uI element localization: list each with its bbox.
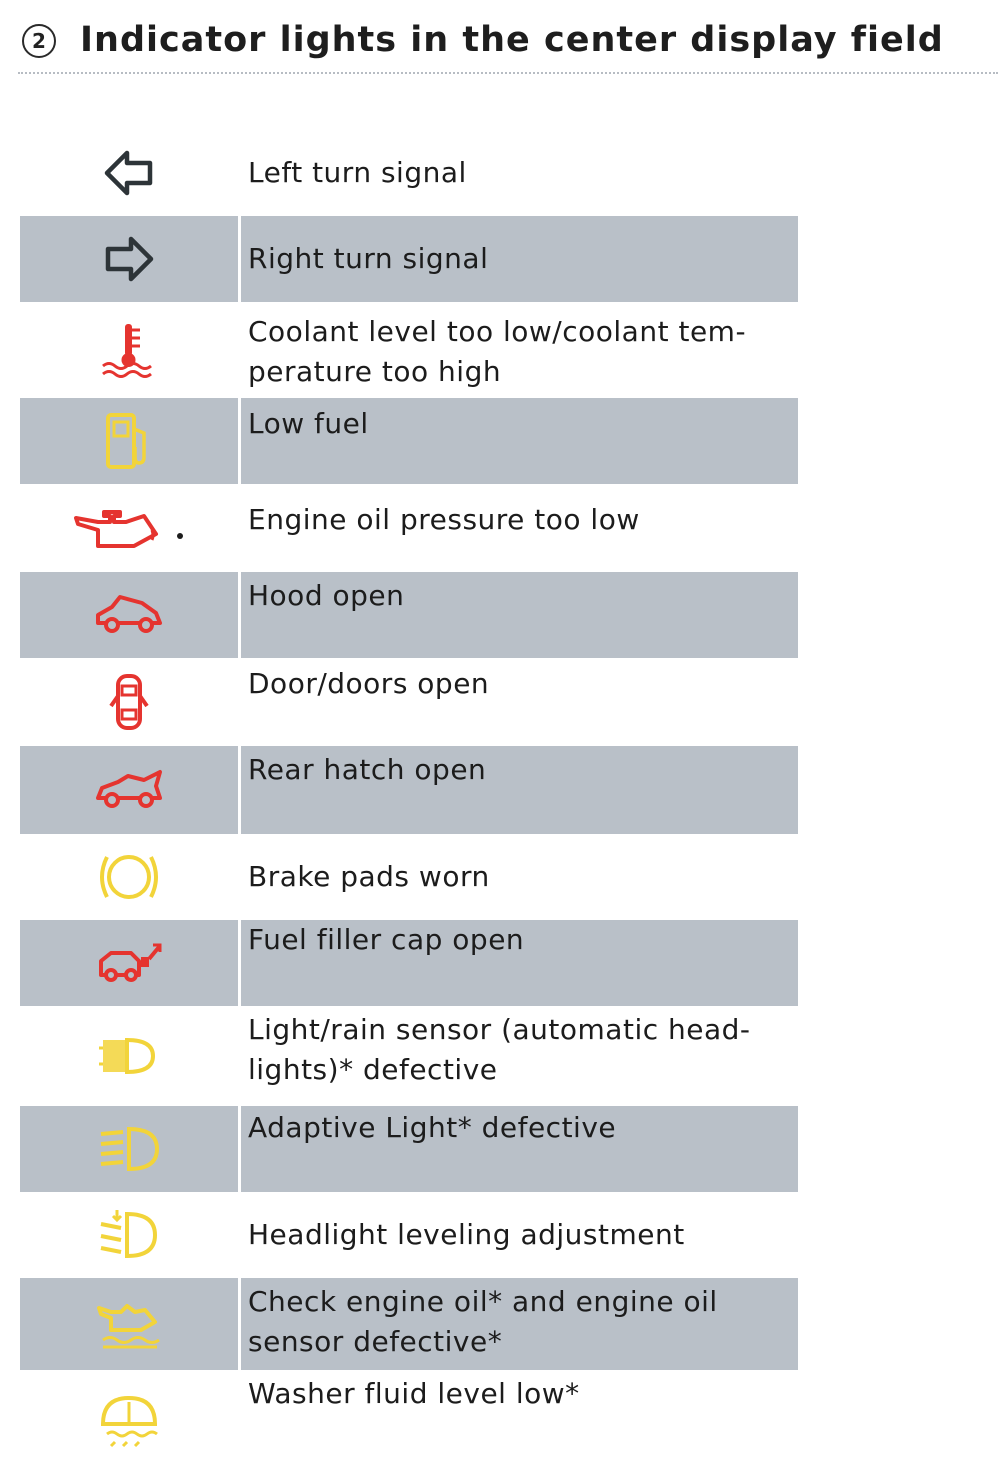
- indicator-label: Headlight leveling adjustment: [248, 1218, 685, 1251]
- indicator-row: [20, 216, 798, 302]
- indicator-label: Left turn signal: [248, 156, 467, 189]
- indicator-row: [20, 1370, 798, 1470]
- brake-pad-icon: [20, 834, 238, 920]
- indicator-row: [20, 398, 798, 484]
- indicator-row: [20, 484, 798, 572]
- indicator-label: Washer fluid level low*: [248, 1377, 580, 1410]
- headlight-leveling-icon: [20, 1192, 238, 1278]
- indicator-label: Coolant level too low/coolant tem-perature too high: [248, 315, 747, 388]
- doors-open-car-icon: [20, 658, 238, 746]
- coolant-thermometer-icon: [20, 302, 238, 398]
- indicator-table: [20, 130, 798, 1470]
- indicator-row: [20, 1006, 798, 1106]
- cell-divider: [238, 920, 241, 1006]
- hood-open-car-icon: [20, 572, 238, 658]
- cell-divider: [238, 398, 241, 484]
- indicator-label: Right turn signal: [248, 242, 489, 275]
- indicator-label: Light/rain sensor (automatic head-lights)* defective: [248, 1013, 751, 1086]
- indicator-row: [20, 920, 798, 1006]
- cell-divider: [238, 746, 241, 834]
- indicator-row: [20, 1106, 798, 1192]
- cell-divider: [238, 1106, 241, 1192]
- oil-can-icon: [20, 484, 238, 572]
- section-number-badge: 2: [22, 24, 56, 58]
- indicator-label: Check engine oil* and engine oil sensor defective*: [248, 1285, 718, 1358]
- indicator-row: [20, 746, 798, 834]
- cell-divider: [238, 834, 241, 920]
- adaptive-light-icon: [20, 1106, 238, 1192]
- section-title: Indicator lights in the center display field: [80, 20, 944, 60]
- cell-divider: [238, 658, 241, 746]
- indicator-label: Hood open: [248, 579, 405, 612]
- section-header: [18, 18, 998, 74]
- cell-divider: [238, 302, 241, 398]
- left-turn-arrow-icon: [20, 130, 238, 216]
- engine-oil-check-icon: [20, 1278, 238, 1370]
- washer-fluid-icon: [20, 1370, 238, 1470]
- cell-divider: [238, 1192, 241, 1278]
- cell-divider: [238, 1370, 241, 1470]
- indicator-label: Rear hatch open: [248, 753, 487, 786]
- indicator-row: [20, 658, 798, 746]
- fuel-filler-cap-icon: [20, 920, 238, 1006]
- right-turn-arrow-icon: [20, 216, 238, 302]
- indicator-row: [20, 302, 798, 398]
- indicator-row: [20, 834, 798, 920]
- cell-divider: [238, 1006, 241, 1106]
- cell-divider: [238, 572, 241, 658]
- cell-divider: [238, 484, 241, 572]
- indicator-label: Engine oil pressure too low: [248, 503, 640, 536]
- indicator-label: Brake pads worn: [248, 860, 490, 893]
- cell-divider: [238, 130, 241, 216]
- rear-hatch-open-car-icon: [20, 746, 238, 834]
- cell-divider: [238, 1278, 241, 1370]
- indicator-row: [20, 572, 798, 658]
- indicator-row: [20, 1278, 798, 1370]
- cell-divider: [238, 216, 241, 302]
- light-rain-sensor-icon: [20, 1006, 238, 1106]
- indicator-label: Adaptive Light* defective: [248, 1111, 617, 1144]
- indicator-row: [20, 130, 798, 216]
- fuel-pump-icon: [20, 398, 238, 484]
- indicator-row: [20, 1192, 798, 1278]
- indicator-label: Low fuel: [248, 407, 369, 440]
- indicator-label: Fuel filler cap open: [248, 923, 525, 956]
- indicator-label: Door/doors open: [248, 667, 490, 700]
